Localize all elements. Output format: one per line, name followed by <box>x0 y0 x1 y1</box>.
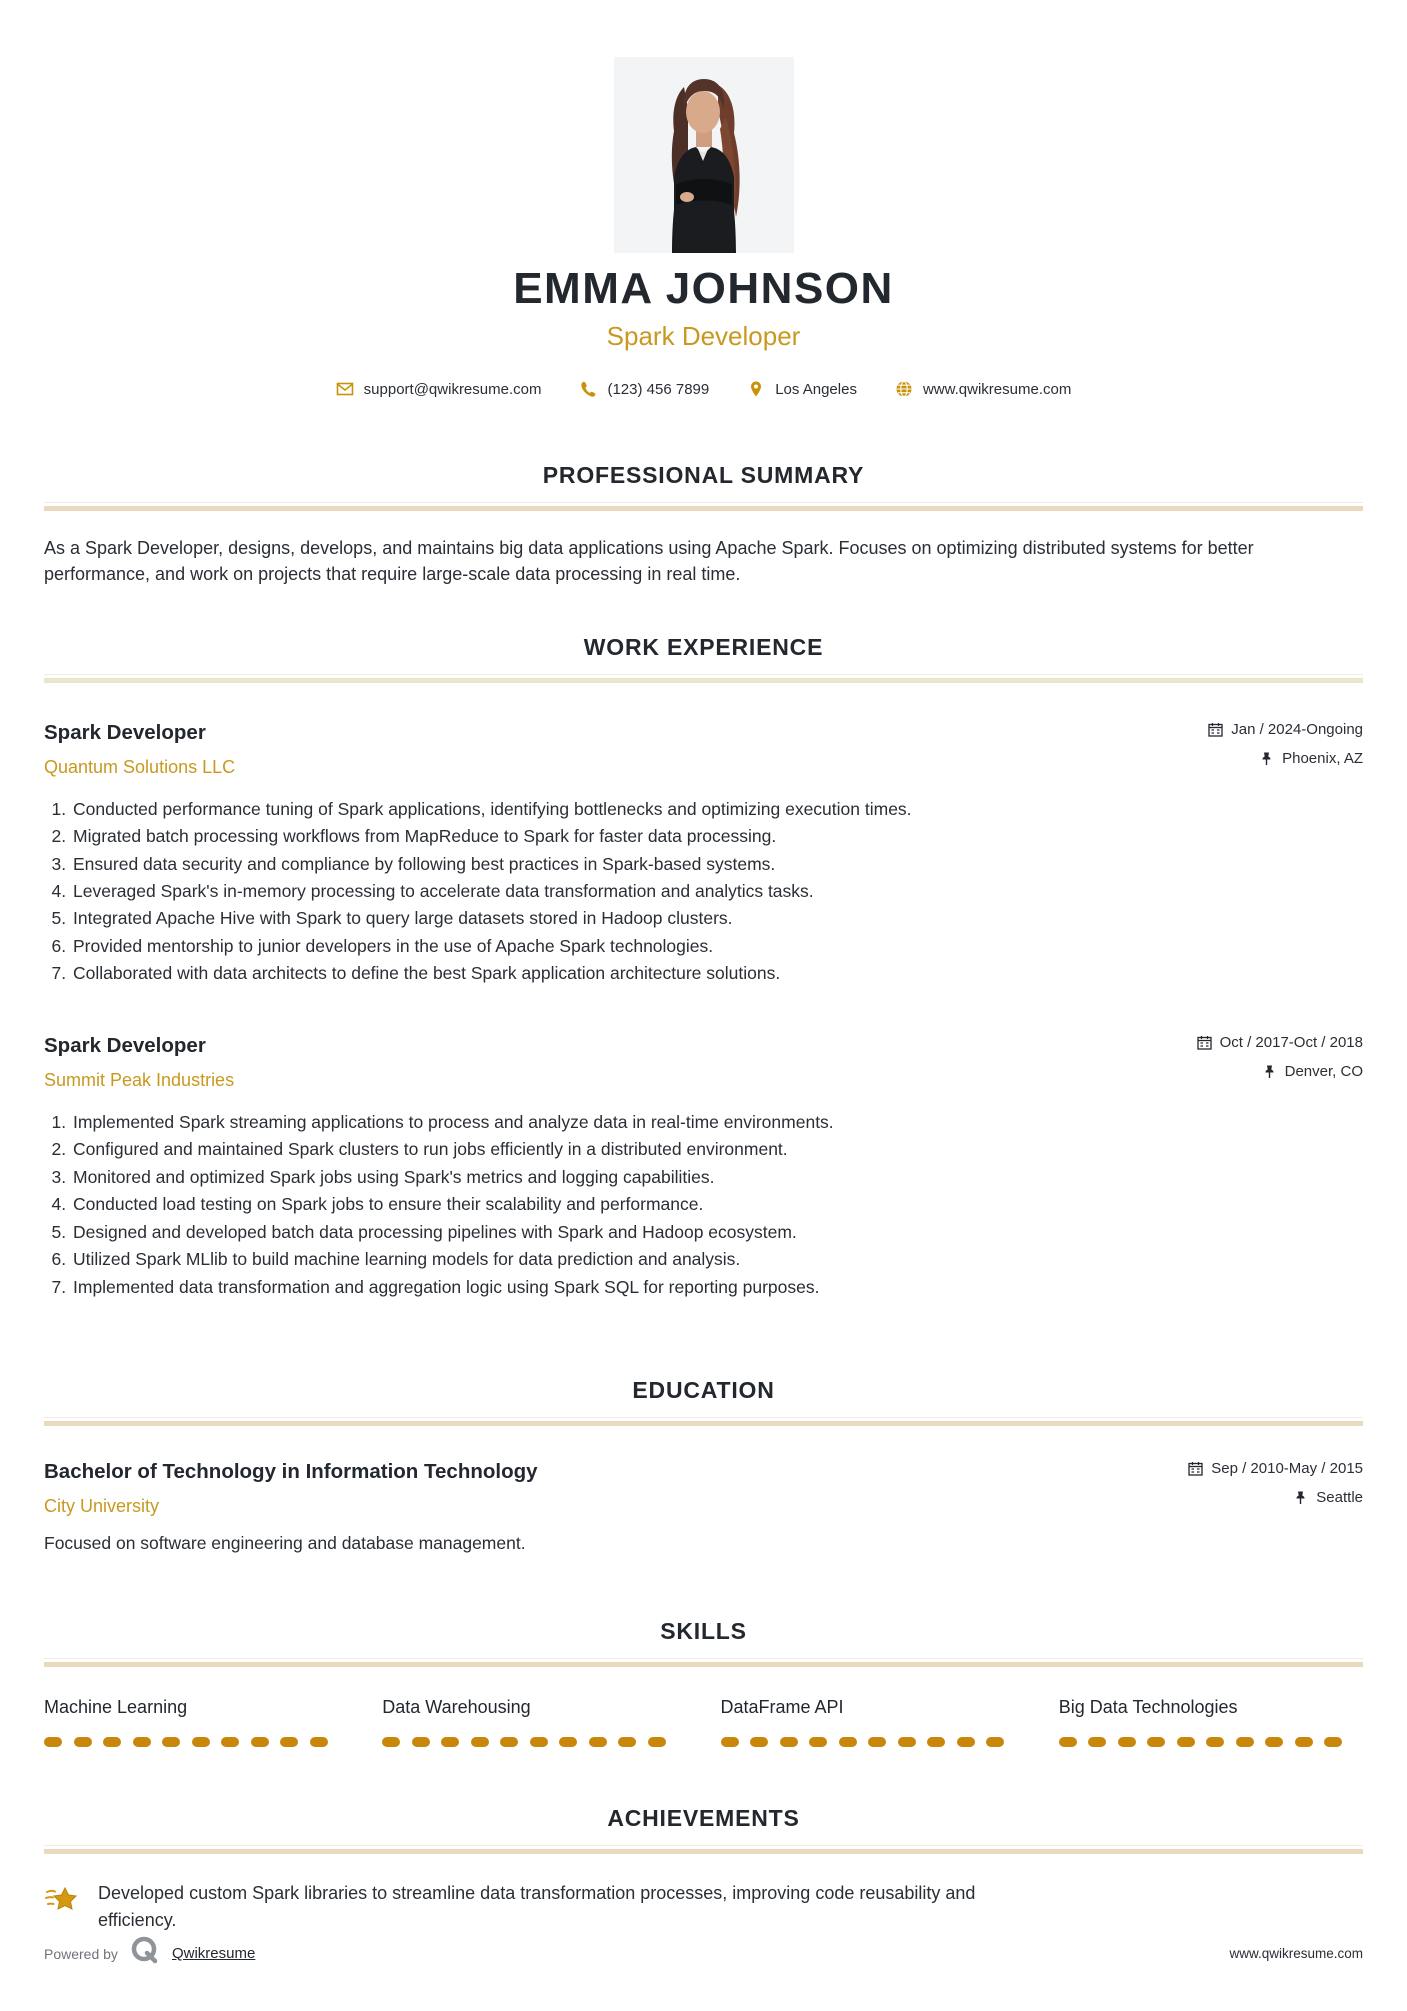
rating-dot <box>1147 1737 1165 1747</box>
job-bullet: 7. Implemented data transformation and aggregation logic using Spark SQL for reporting purposes. <box>71 1274 1363 1301</box>
skills-grid <box>44 1697 1363 1747</box>
job-bullet: 2. Configured and maintained Spark clusters to run jobs efficiently in a distributed environment. <box>71 1136 1363 1163</box>
rating-dot <box>559 1737 577 1747</box>
section-divider <box>44 1417 1363 1426</box>
education-meta <box>1188 1460 1363 1506</box>
job-2-meta <box>1197 1034 1363 1080</box>
rating-dot <box>1295 1737 1313 1747</box>
rating-dot <box>412 1737 430 1747</box>
job-title: Spark Developer <box>44 1033 206 1057</box>
section-work-experience <box>44 634 1363 1302</box>
job-bullet: 5. Integrated Apache Hive with Spark to query large datasets stored in Hadoop clusters. <box>71 905 1363 932</box>
job-location: Phoenix, AZ <box>1282 749 1363 767</box>
job-bullet: 7. Collaborated with data architects to define the best Spark application architecture solutions. <box>71 960 1363 987</box>
job-1-meta <box>1208 721 1363 767</box>
rating-dot <box>750 1737 768 1747</box>
job-bullet: 1. Conducted performance tuning of Spark applications, identifying bottlenecks and optimizing execution times. <box>71 796 1363 823</box>
job-bullet: 4. Conducted load testing on Spark jobs to ensure their scalability and performance. <box>71 1191 1363 1218</box>
achievement-item <box>44 1880 1363 1934</box>
skill-rating-dots <box>44 1737 348 1747</box>
contact-row <box>44 380 1363 398</box>
pushpin-icon <box>1262 1064 1277 1079</box>
contact-email-text: support@qwikresume.com <box>363 380 542 398</box>
contact-phone <box>567 380 721 398</box>
rating-dot <box>1206 1737 1224 1747</box>
rating-dot <box>280 1737 298 1747</box>
contact-website[interactable] <box>883 380 1083 398</box>
education-entry <box>44 1460 1363 1554</box>
rating-dot <box>1088 1737 1106 1747</box>
job-entry-1 <box>44 721 1363 988</box>
rating-dot <box>251 1737 269 1747</box>
phone-icon <box>579 380 597 398</box>
job-1-left <box>44 721 235 778</box>
skill-rating-dots <box>721 1737 1025 1747</box>
job-2-bullets <box>44 1109 1363 1301</box>
skill-item <box>721 1697 1025 1747</box>
rating-dot <box>721 1737 739 1747</box>
profile-photo <box>614 57 794 253</box>
rating-dot <box>162 1737 180 1747</box>
rating-dot <box>221 1737 239 1747</box>
skill-name: Data Warehousing <box>382 1697 531 1718</box>
calendar-icon <box>1188 1461 1203 1476</box>
summary-text: As a Spark Developer, designs, develops, and maintains big data applications using Apache Spark. Focuses on optimizing distributed systems for better performance, and work on projects that require large-scale data processing in real time. <box>44 538 1254 585</box>
rating-dot <box>618 1737 636 1747</box>
section-achievements <box>44 1805 1363 1934</box>
rating-dot <box>1265 1737 1283 1747</box>
person-job-title: Spark Developer <box>606 321 801 352</box>
job-dates: Jan / 2024-Ongoing <box>1231 720 1363 738</box>
rating-dot <box>1118 1737 1136 1747</box>
job-location: Denver, CO <box>1284 1062 1363 1080</box>
qwikresume-link[interactable]: Qwikresume <box>171 1945 256 1963</box>
section-divider <box>44 1845 1363 1854</box>
contact-phone-text: (123) 456 7899 <box>607 380 710 398</box>
contact-location <box>735 380 869 398</box>
skill-item <box>1059 1697 1363 1747</box>
rating-dot <box>133 1737 151 1747</box>
rating-dot <box>44 1737 62 1747</box>
section-divider <box>44 1658 1363 1667</box>
skill-rating-dots <box>382 1737 686 1747</box>
section-divider <box>44 674 1363 683</box>
contact-website-text: www.qwikresume.com <box>922 380 1072 398</box>
calendar-icon <box>1208 722 1223 737</box>
job-bullet: 5. Designed and developed batch data processing pipelines with Spark and Hadoop ecosystem. <box>71 1219 1363 1246</box>
pushpin-icon <box>1293 1490 1308 1505</box>
job-bullet: 3. Ensured data security and compliance by following best practices in Spark-based systems. <box>71 851 1363 878</box>
rating-dot <box>839 1737 857 1747</box>
job-bullet: 6. Utilized Spark MLlib to build machine learning models for data prediction and analysis. <box>71 1246 1363 1273</box>
job-1-bullets <box>44 796 1363 988</box>
person-name: EMMA JOHNSON <box>513 264 894 313</box>
section-heading-education: EDUCATION <box>632 1377 775 1404</box>
rating-dot <box>927 1737 945 1747</box>
rating-dot <box>957 1737 975 1747</box>
rating-dot <box>868 1737 886 1747</box>
section-divider <box>44 502 1363 511</box>
rating-dot <box>986 1737 1004 1747</box>
section-education <box>44 1377 1363 1554</box>
achievement-text: Developed custom Spark libraries to streamline data transformation processes, improving code reusability and efficiency. <box>98 1883 976 1931</box>
rating-dot <box>898 1737 916 1747</box>
education-description: Focused on software engineering and database management. <box>44 1533 526 1554</box>
job-bullet: 1. Implemented Spark streaming applications to process and analyze data in real-time environments. <box>71 1109 1363 1136</box>
rating-dot <box>1236 1737 1254 1747</box>
rating-dot <box>780 1737 798 1747</box>
skill-item <box>44 1697 348 1747</box>
section-heading-skills: SKILLS <box>660 1618 747 1645</box>
rating-dot <box>471 1737 489 1747</box>
rating-dot <box>809 1737 827 1747</box>
education-dates: Sep / 2010-May / 2015 <box>1211 1460 1363 1478</box>
qwikresume-logo-icon <box>128 1934 162 1973</box>
pushpin-icon <box>1259 751 1274 766</box>
section-heading-achievements: ACHIEVEMENTS <box>607 1805 800 1832</box>
section-skills <box>44 1618 1363 1747</box>
rating-dot <box>441 1737 459 1747</box>
globe-icon <box>895 380 913 398</box>
contact-email[interactable] <box>324 380 554 398</box>
calendar-icon <box>1197 1035 1212 1050</box>
envelope-icon <box>336 380 354 398</box>
skill-rating-dots <box>1059 1737 1363 1747</box>
footer <box>0 1934 1407 2011</box>
skill-name: Big Data Technologies <box>1058 1697 1238 1718</box>
job-bullet: 4. Leveraged Spark's in-memory processing to accelerate data transformation and analytics tasks. <box>71 878 1363 905</box>
rating-dot <box>589 1737 607 1747</box>
location-pin-icon <box>747 380 765 398</box>
job-dates: Oct / 2017-Oct / 2018 <box>1219 1033 1363 1051</box>
education-degree: Bachelor of Technology in Information Technology <box>44 1460 538 1484</box>
rating-dot <box>1177 1737 1195 1747</box>
rating-dot <box>530 1737 548 1747</box>
rating-dot <box>382 1737 400 1747</box>
portrait-illustration <box>614 57 794 253</box>
job-2-left <box>44 1034 234 1091</box>
skill-name: Machine Learning <box>44 1697 188 1718</box>
education-school: City University <box>44 1496 160 1517</box>
job-title: Spark Developer <box>44 720 206 744</box>
rating-dot <box>1324 1737 1342 1747</box>
education-left <box>44 1460 538 1517</box>
job-company: Quantum Solutions LLC <box>44 756 236 777</box>
rating-dot <box>103 1737 121 1747</box>
skill-item <box>382 1697 686 1747</box>
job-entry-2 <box>44 1034 1363 1301</box>
rating-dot <box>310 1737 328 1747</box>
shooting-star-icon <box>44 1882 80 1918</box>
rating-dot <box>1059 1737 1077 1747</box>
achievements-list <box>44 1880 1363 1934</box>
section-heading-work: WORK EXPERIENCE <box>583 633 824 660</box>
job-company: Summit Peak Industries <box>44 1069 235 1090</box>
footer-website-link[interactable]: www.qwikresume.com <box>1229 1946 1363 1962</box>
section-professional-summary <box>44 462 1363 587</box>
rating-dot <box>192 1737 210 1747</box>
rating-dot <box>500 1737 518 1747</box>
rating-dot <box>648 1737 666 1747</box>
rating-dot <box>74 1737 92 1747</box>
job-bullet: 6. Provided mentorship to junior developers in the use of Apache Spark technologies. <box>71 933 1363 960</box>
education-location: Seattle <box>1316 1489 1363 1507</box>
section-heading-summary: PROFESSIONAL SUMMARY <box>542 462 865 489</box>
profile-photo-container <box>44 0 1363 253</box>
job-bullet: 2. Migrated batch processing workflows from MapReduce to Spark for faster data processing. <box>71 823 1363 850</box>
contact-location-text: Los Angeles <box>775 380 857 398</box>
job-bullet: 3. Monitored and optimized Spark jobs using Spark's metrics and logging capabilities. <box>71 1164 1363 1191</box>
powered-by-label: Powered by <box>44 1945 118 1962</box>
skill-name: DataFrame API <box>720 1697 844 1718</box>
